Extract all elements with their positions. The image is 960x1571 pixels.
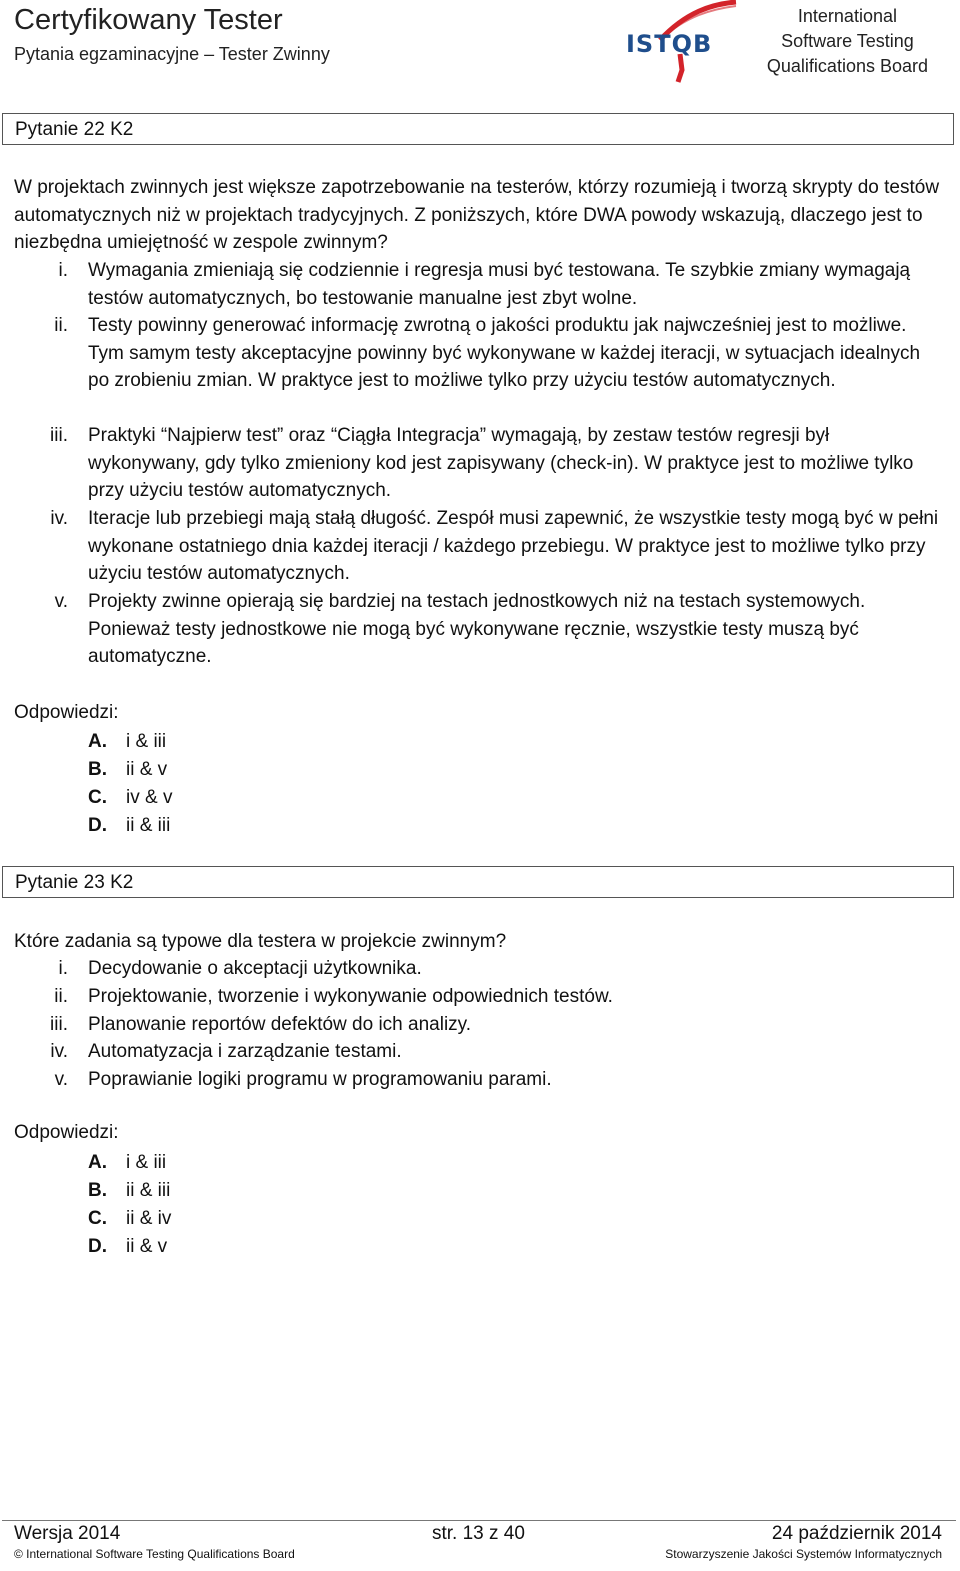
item-text: Projektowanie, tworzenie i wykonywanie odpowiednich testów. (88, 986, 613, 1007)
item-number: ii. (54, 315, 68, 336)
item-number: i. (58, 260, 68, 281)
question-22-label: Pytanie 22 K2 (2, 113, 954, 145)
answer-letter: B. (88, 759, 107, 780)
answer-text: ii & iv (126, 1208, 172, 1229)
item-text: Decydowanie o akceptacji użytkownika. (88, 958, 422, 979)
item-text: Poprawianie logiki programu w programowaniu parami. (88, 1069, 552, 1090)
answer-letter: C. (88, 1208, 107, 1229)
footer-version: Wersja 2014 (14, 1523, 121, 1544)
answer-option (88, 756, 167, 784)
question-23-label: Pytanie 23 K2 (2, 866, 954, 898)
item-text: Projekty zwinne opierają się bardziej na testach jednostkowych niż na testach systemowych. Ponieważ testy jednostkowe nie mogą być wykonywane ręcznie, wszystkie testy muszą być automatyczne. (88, 591, 866, 668)
item-number: v. (54, 1069, 68, 1090)
q23-item (14, 1066, 944, 1094)
q22-item (14, 312, 944, 395)
footer-page-number: str. 13 z 40 (432, 1523, 525, 1544)
q22-item (14, 422, 944, 505)
document-subtitle: Pytania egzaminacyjne – Tester Zwinny (14, 44, 330, 64)
istqb-logo (624, 0, 742, 86)
item-number: iv. (50, 1041, 68, 1062)
item-number: iii. (50, 1014, 68, 1035)
footer-divider (2, 1520, 956, 1521)
answers-heading: Odpowiedzi: (14, 702, 119, 723)
item-text: Wymagania zmieniają się codziennie i regresja musi być testowana. Te szybkie zmiany wymagają testów automatycznych, bo testowanie manualne jest zbyt wolne. (88, 260, 911, 309)
answer-letter: B. (88, 1180, 107, 1201)
answers-heading: Odpowiedzi: (14, 1122, 119, 1143)
answer-letter: C. (88, 787, 107, 808)
footer-copyright: © International Software Testing Qualifications Board (14, 1547, 295, 1561)
answer-option (88, 1205, 171, 1233)
item-number: v. (54, 591, 68, 612)
document-title: Certyfikowany Tester (14, 4, 283, 36)
answer-letter: D. (88, 815, 107, 836)
item-text: Planowanie reportów defektów do ich analizy. (88, 1014, 472, 1035)
org-line: Qualifications Board (766, 56, 928, 76)
answer-text: ii & iii (126, 815, 171, 836)
answer-text: ii & v (126, 1236, 168, 1257)
answer-letter: A. (88, 731, 107, 752)
q23-item (14, 1011, 944, 1039)
q22-item (14, 588, 944, 671)
footer-association: Stowarzyszenie Jakości Systemów Informatycznych (665, 1547, 942, 1561)
footer-date: 24 październik 2014 (771, 1523, 942, 1544)
answer-text: i & iii (126, 1152, 167, 1173)
q23-item (14, 983, 944, 1011)
answer-letter: D. (88, 1236, 107, 1257)
answer-option (88, 1149, 166, 1177)
question-22-text: W projektach zwinnych jest większe zapotrzebowanie na testerów, którzy rozumieją i tworzą skrypty do testów automatycznych niż w projektach tradycyjnych. Z poniższych, które DWA powody wskazują, dlaczego jest to niezbędna umiejętność w zespole zwinnym? (14, 177, 940, 254)
answer-text: ii & v (126, 759, 168, 780)
answer-option (88, 1233, 167, 1261)
answer-text: iv & v (126, 787, 173, 808)
item-number: ii. (54, 986, 68, 1007)
item-number: iv. (50, 508, 68, 529)
item-text: Praktyki “Najpierw test” oraz “Ciągła Integracja” wymagają, by zestaw testów regresji był wykonywany, gdy tylko zmieniony kod jest zapisywany (check-in). W praktyce jest to możliwe tylko przy użyciu testów automatycznych. (88, 425, 914, 502)
org-line: International (797, 6, 897, 26)
org-line: Software Testing (781, 31, 914, 51)
answer-text: ii & iii (126, 1180, 171, 1201)
answer-option (88, 1177, 170, 1205)
item-text: Testy powinny generować informację zwrotną o jakości produktu jak najwcześniej jest to możliwe. Tym samym testy akceptacyjne powinny być wykonywane w każdej iteracji, w sytuacjach idealnych po zrobieniu zmian. W praktyce jest to możliwe tylko przy użyciu testów automatycznych. (88, 315, 921, 392)
q23-item (14, 955, 944, 983)
answer-letter: A. (88, 1152, 107, 1173)
logo-text: ISTQB (626, 30, 713, 58)
item-text: Automatyzacja i zarządzanie testami. (88, 1041, 402, 1062)
item-text: Iteracje lub przebiegi mają stałą długość. Zespół musi zapewnić, że wszystkie testy mogą być w pełni wykonane ostatniego dnia każdej iteracji / każdego przebiegu. W praktyce jest to możliwe tylko przy użyciu testów automatycznych. (88, 508, 939, 585)
question-23-text: Które zadania są typowe dla testera w projekcie zwinnym? (14, 931, 507, 952)
item-number: i. (58, 958, 68, 979)
q23-item (14, 1038, 944, 1066)
answer-option (88, 812, 170, 840)
org-name (767, 4, 928, 79)
answer-option (88, 784, 172, 812)
q22-item (14, 257, 944, 312)
answer-text: i & iii (126, 731, 167, 752)
item-number: iii. (50, 425, 68, 446)
q22-item (14, 505, 944, 588)
answer-option (88, 728, 166, 756)
